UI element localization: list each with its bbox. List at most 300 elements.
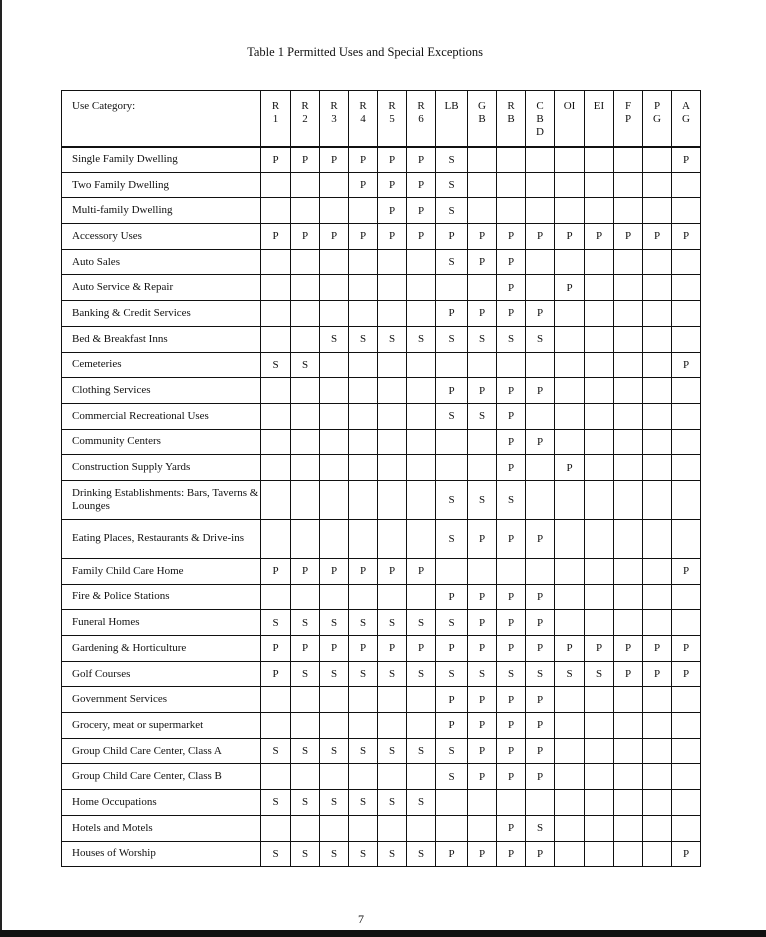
permission-cell: S [497, 661, 526, 687]
permission-cell [614, 687, 643, 713]
permission-cell [526, 275, 555, 301]
permission-cell: P [614, 661, 643, 687]
permission-cell [436, 455, 468, 481]
permission-cell: P [320, 636, 349, 662]
permission-cell: S [291, 790, 320, 816]
permission-cell [261, 687, 291, 713]
use-category-cell: Gardening & Horticulture [62, 636, 261, 662]
permission-cell: S [436, 147, 468, 173]
use-category-cell: Group Child Care Center, Class A [62, 738, 261, 764]
table-row [62, 610, 701, 636]
permission-cell: S [407, 841, 436, 867]
permission-cell [585, 815, 614, 841]
permission-cell [614, 198, 643, 224]
permission-cell [585, 738, 614, 764]
permission-cell [349, 301, 378, 327]
permission-cell [614, 558, 643, 584]
table-row [62, 661, 701, 687]
permission-cell [320, 198, 349, 224]
permission-cell: S [407, 610, 436, 636]
permission-cell [555, 764, 585, 790]
permission-cell [672, 610, 701, 636]
zone-column-header: R B [497, 91, 526, 147]
permission-cell: S [468, 326, 497, 352]
permission-cell: S [291, 352, 320, 378]
use-category-cell: Hotels and Motels [62, 815, 261, 841]
permission-cell: S [436, 480, 468, 519]
permission-cell [261, 584, 291, 610]
table-row [62, 713, 701, 739]
permission-cell: P [643, 224, 672, 250]
permission-cell: P [526, 764, 555, 790]
permission-cell [585, 172, 614, 198]
permission-cell [320, 249, 349, 275]
permission-cell [468, 352, 497, 378]
permission-cell [555, 172, 585, 198]
table-row [62, 636, 701, 662]
use-category-cell: Cemeteries [62, 352, 261, 378]
permission-cell [555, 480, 585, 519]
table-row [62, 480, 701, 519]
permission-cell [614, 249, 643, 275]
zone-column-header: P G [643, 91, 672, 147]
permission-cell: P [436, 687, 468, 713]
permission-cell [320, 301, 349, 327]
permission-cell: P [436, 301, 468, 327]
permission-cell: S [436, 198, 468, 224]
permission-cell: P [320, 558, 349, 584]
permission-cell [643, 764, 672, 790]
permission-cell: S [407, 661, 436, 687]
permission-cell [291, 249, 320, 275]
permission-cell [614, 764, 643, 790]
permission-cell: S [349, 738, 378, 764]
permission-cell [614, 352, 643, 378]
permission-cell: P [497, 713, 526, 739]
table-row [62, 403, 701, 429]
permission-cell [614, 610, 643, 636]
permission-cell [585, 326, 614, 352]
permission-cell [378, 301, 407, 327]
table-row [62, 519, 701, 558]
permission-cell [349, 429, 378, 455]
use-category-cell: Two Family Dwelling [62, 172, 261, 198]
permission-cell [526, 790, 555, 816]
permission-cell [643, 713, 672, 739]
permission-cell: P [497, 455, 526, 481]
permission-cell: S [436, 661, 468, 687]
permission-cell [261, 713, 291, 739]
zone-column-header: C B D [526, 91, 555, 147]
permission-cell [320, 378, 349, 404]
permission-cell [672, 815, 701, 841]
permission-cell [555, 790, 585, 816]
permission-cell: S [349, 790, 378, 816]
permission-cell: S [436, 249, 468, 275]
permission-cell: P [407, 224, 436, 250]
use-category-cell: Multi-family Dwelling [62, 198, 261, 224]
permission-cell [614, 790, 643, 816]
permission-cell: P [497, 403, 526, 429]
permission-cell: S [497, 326, 526, 352]
permission-cell: P [497, 841, 526, 867]
permission-cell [614, 301, 643, 327]
permission-cell: P [497, 429, 526, 455]
permission-cell [378, 275, 407, 301]
permission-cell: P [672, 352, 701, 378]
permission-cell [614, 172, 643, 198]
permission-cell: P [378, 198, 407, 224]
permission-cell: P [436, 584, 468, 610]
permission-cell [614, 326, 643, 352]
permission-cell: P [261, 147, 291, 173]
permission-cell: P [378, 224, 407, 250]
permission-cell: S [320, 661, 349, 687]
use-category-cell: Government Services [62, 687, 261, 713]
permission-cell: S [291, 738, 320, 764]
table-row [62, 584, 701, 610]
permission-cell: P [526, 738, 555, 764]
permission-cell [349, 403, 378, 429]
permission-cell [643, 326, 672, 352]
permission-cell [585, 558, 614, 584]
permission-cell [585, 480, 614, 519]
permission-cell: P [349, 224, 378, 250]
permission-cell: P [672, 558, 701, 584]
use-category-cell: Community Centers [62, 429, 261, 455]
permission-cell [585, 147, 614, 173]
page-edge [0, 0, 2, 937]
permission-cell: S [407, 738, 436, 764]
zone-column-header: G B [468, 91, 497, 147]
permission-cell [320, 352, 349, 378]
permission-cell [349, 687, 378, 713]
permission-cell [291, 455, 320, 481]
permission-cell [378, 249, 407, 275]
permission-cell: P [468, 687, 497, 713]
permission-cell: P [378, 558, 407, 584]
permission-cell: S [261, 352, 291, 378]
permission-cell [349, 352, 378, 378]
permission-cell [585, 790, 614, 816]
permission-cell: S [291, 841, 320, 867]
permission-cell: S [349, 841, 378, 867]
permission-cell [320, 455, 349, 481]
permission-cell: S [378, 738, 407, 764]
permission-cell [497, 790, 526, 816]
permission-cell [672, 172, 701, 198]
permission-cell: P [468, 636, 497, 662]
permission-cell [555, 352, 585, 378]
permission-cell [555, 713, 585, 739]
permission-cell [672, 455, 701, 481]
permission-cell: P [497, 378, 526, 404]
use-category-cell: Auto Sales [62, 249, 261, 275]
permission-cell [643, 147, 672, 173]
permission-cell: P [468, 378, 497, 404]
permission-cell: P [436, 378, 468, 404]
permission-cell [526, 198, 555, 224]
permission-cell: P [526, 584, 555, 610]
use-category-cell: Clothing Services [62, 378, 261, 404]
permission-cell [614, 378, 643, 404]
permission-cell [643, 301, 672, 327]
table-row [62, 198, 701, 224]
permission-cell: P [378, 147, 407, 173]
permission-cell: P [468, 764, 497, 790]
table-row [62, 687, 701, 713]
table-row [62, 429, 701, 455]
permission-cell [320, 429, 349, 455]
permission-cell: P [497, 224, 526, 250]
permission-cell [407, 687, 436, 713]
use-category-cell: Accessory Uses [62, 224, 261, 250]
permission-cell [320, 275, 349, 301]
use-category-cell: Funeral Homes [62, 610, 261, 636]
permission-cell [614, 455, 643, 481]
permission-cell [407, 352, 436, 378]
permission-cell [555, 687, 585, 713]
table-row [62, 455, 701, 481]
permission-cell [672, 249, 701, 275]
permission-cell: P [291, 147, 320, 173]
table-row [62, 738, 701, 764]
permission-cell: P [261, 636, 291, 662]
permission-cell [261, 198, 291, 224]
permission-cell: P [468, 738, 497, 764]
permission-cell: S [555, 661, 585, 687]
permission-cell [407, 429, 436, 455]
permission-cell: P [672, 147, 701, 173]
permission-cell [291, 403, 320, 429]
permission-cell: P [468, 610, 497, 636]
permission-cell: S [497, 480, 526, 519]
permission-cell [643, 403, 672, 429]
permission-cell: S [291, 661, 320, 687]
permission-cell [378, 480, 407, 519]
permission-cell: P [497, 519, 526, 558]
permission-cell [407, 480, 436, 519]
permission-cell: P [349, 172, 378, 198]
permission-cell [585, 455, 614, 481]
permission-cell: P [497, 301, 526, 327]
permission-cell [378, 352, 407, 378]
permission-cell: S [468, 661, 497, 687]
permission-cell: S [585, 661, 614, 687]
permission-cell: P [585, 636, 614, 662]
permission-cell [468, 790, 497, 816]
table-row [62, 326, 701, 352]
permission-cell: P [436, 713, 468, 739]
permission-cell: P [526, 687, 555, 713]
permission-cell [378, 378, 407, 404]
permission-cell: S [526, 815, 555, 841]
permission-cell [585, 378, 614, 404]
permission-cell: P [468, 584, 497, 610]
permission-cell [672, 790, 701, 816]
use-category-cell: Single Family Dwelling [62, 147, 261, 173]
permission-cell [585, 301, 614, 327]
permission-cell [497, 147, 526, 173]
permission-cell [555, 301, 585, 327]
permission-cell [497, 352, 526, 378]
permission-cell: P [497, 584, 526, 610]
permission-cell [407, 249, 436, 275]
page-number: 7 [358, 912, 364, 926]
permission-cell: P [672, 224, 701, 250]
permission-cell: S [320, 790, 349, 816]
permission-cell: P [497, 249, 526, 275]
permission-cell [320, 519, 349, 558]
permission-cell: P [526, 224, 555, 250]
use-category-header: Use Category: [62, 91, 261, 147]
permission-cell [672, 519, 701, 558]
permission-cell [468, 275, 497, 301]
use-category-cell: Group Child Care Center, Class B [62, 764, 261, 790]
permission-cell: P [614, 224, 643, 250]
use-category-cell: Houses of Worship [62, 841, 261, 867]
permission-cell [349, 198, 378, 224]
permission-cell [407, 455, 436, 481]
permission-cell: P [436, 636, 468, 662]
use-category-cell: Eating Places, Restaurants & Drive-ins [62, 519, 261, 558]
permission-cell [643, 558, 672, 584]
permission-cell [585, 687, 614, 713]
permission-cell [643, 738, 672, 764]
permission-cell: P [468, 301, 497, 327]
permission-cell [291, 275, 320, 301]
permission-cell [614, 403, 643, 429]
permission-cell [407, 764, 436, 790]
permission-cell [643, 455, 672, 481]
permission-cell [672, 429, 701, 455]
permission-cell: S [436, 764, 468, 790]
permission-cell: P [497, 815, 526, 841]
permission-cell [349, 584, 378, 610]
permission-cell [291, 519, 320, 558]
permission-cell [378, 713, 407, 739]
permission-cell [378, 764, 407, 790]
table-row [62, 841, 701, 867]
permission-cell: P [555, 455, 585, 481]
permission-cell [643, 610, 672, 636]
permission-cell: P [407, 172, 436, 198]
permission-cell: S [349, 326, 378, 352]
permission-cell [672, 378, 701, 404]
permission-cell [291, 764, 320, 790]
permission-cell [291, 378, 320, 404]
permission-cell [585, 249, 614, 275]
permission-cell [555, 429, 585, 455]
zone-column-header: EI [585, 91, 614, 147]
table-row [62, 249, 701, 275]
permission-cell: S [261, 610, 291, 636]
permission-cell: P [643, 661, 672, 687]
permission-cell: S [320, 738, 349, 764]
permission-cell: S [468, 480, 497, 519]
permission-cell: P [555, 636, 585, 662]
permission-cell: P [497, 738, 526, 764]
permission-cell [320, 172, 349, 198]
use-category-cell: Bed & Breakfast Inns [62, 326, 261, 352]
permission-cell [643, 275, 672, 301]
permission-cell [614, 738, 643, 764]
use-category-cell: Grocery, meat or supermarket [62, 713, 261, 739]
permission-cell [378, 519, 407, 558]
permission-cell [261, 519, 291, 558]
permission-cell [585, 584, 614, 610]
page-bottom-edge [0, 930, 766, 937]
permission-cell [643, 429, 672, 455]
permission-cell: P [643, 636, 672, 662]
permission-cell [672, 687, 701, 713]
permission-cell: P [526, 378, 555, 404]
permission-cell [291, 326, 320, 352]
permission-cell [672, 713, 701, 739]
permission-cell [526, 352, 555, 378]
permission-cell [261, 429, 291, 455]
permission-cell [378, 687, 407, 713]
permission-cell: P [526, 636, 555, 662]
permission-cell: S [436, 403, 468, 429]
permission-cell [526, 403, 555, 429]
permission-cell: P [468, 249, 497, 275]
permission-cell: S [436, 326, 468, 352]
permission-cell [614, 713, 643, 739]
permission-cell [555, 738, 585, 764]
zone-column-header: F P [614, 91, 643, 147]
permission-cell: P [349, 147, 378, 173]
permission-cell [526, 558, 555, 584]
permission-cell [261, 403, 291, 429]
permission-cell [614, 841, 643, 867]
permission-cell: S [349, 661, 378, 687]
permission-cell: P [261, 661, 291, 687]
permission-cell [468, 147, 497, 173]
permission-cell [555, 841, 585, 867]
permission-cell: S [526, 326, 555, 352]
permission-cell [378, 455, 407, 481]
permission-cell [436, 275, 468, 301]
permission-cell [614, 147, 643, 173]
permission-cell: P [378, 172, 407, 198]
permission-cell [555, 610, 585, 636]
permission-cell: S [378, 841, 407, 867]
permission-cell [614, 480, 643, 519]
permission-cell: P [672, 841, 701, 867]
permission-cell [291, 584, 320, 610]
permission-cell [585, 429, 614, 455]
permission-cell [261, 249, 291, 275]
table-title: Table 1 Permitted Uses and Special Exceptions [247, 45, 483, 59]
permission-cell [320, 815, 349, 841]
permission-cell [672, 326, 701, 352]
permission-cell: S [378, 790, 407, 816]
zone-column-header: LB [436, 91, 468, 147]
permission-cell [672, 198, 701, 224]
permission-cell [672, 480, 701, 519]
permission-cell: P [526, 519, 555, 558]
permission-cell: S [468, 403, 497, 429]
permission-cell [261, 275, 291, 301]
use-category-cell: Commercial Recreational Uses [62, 403, 261, 429]
permission-cell: S [261, 790, 291, 816]
permission-cell: S [320, 841, 349, 867]
permission-cell: P [291, 224, 320, 250]
permission-cell [555, 519, 585, 558]
permission-cell [468, 172, 497, 198]
permission-cell: P [378, 636, 407, 662]
